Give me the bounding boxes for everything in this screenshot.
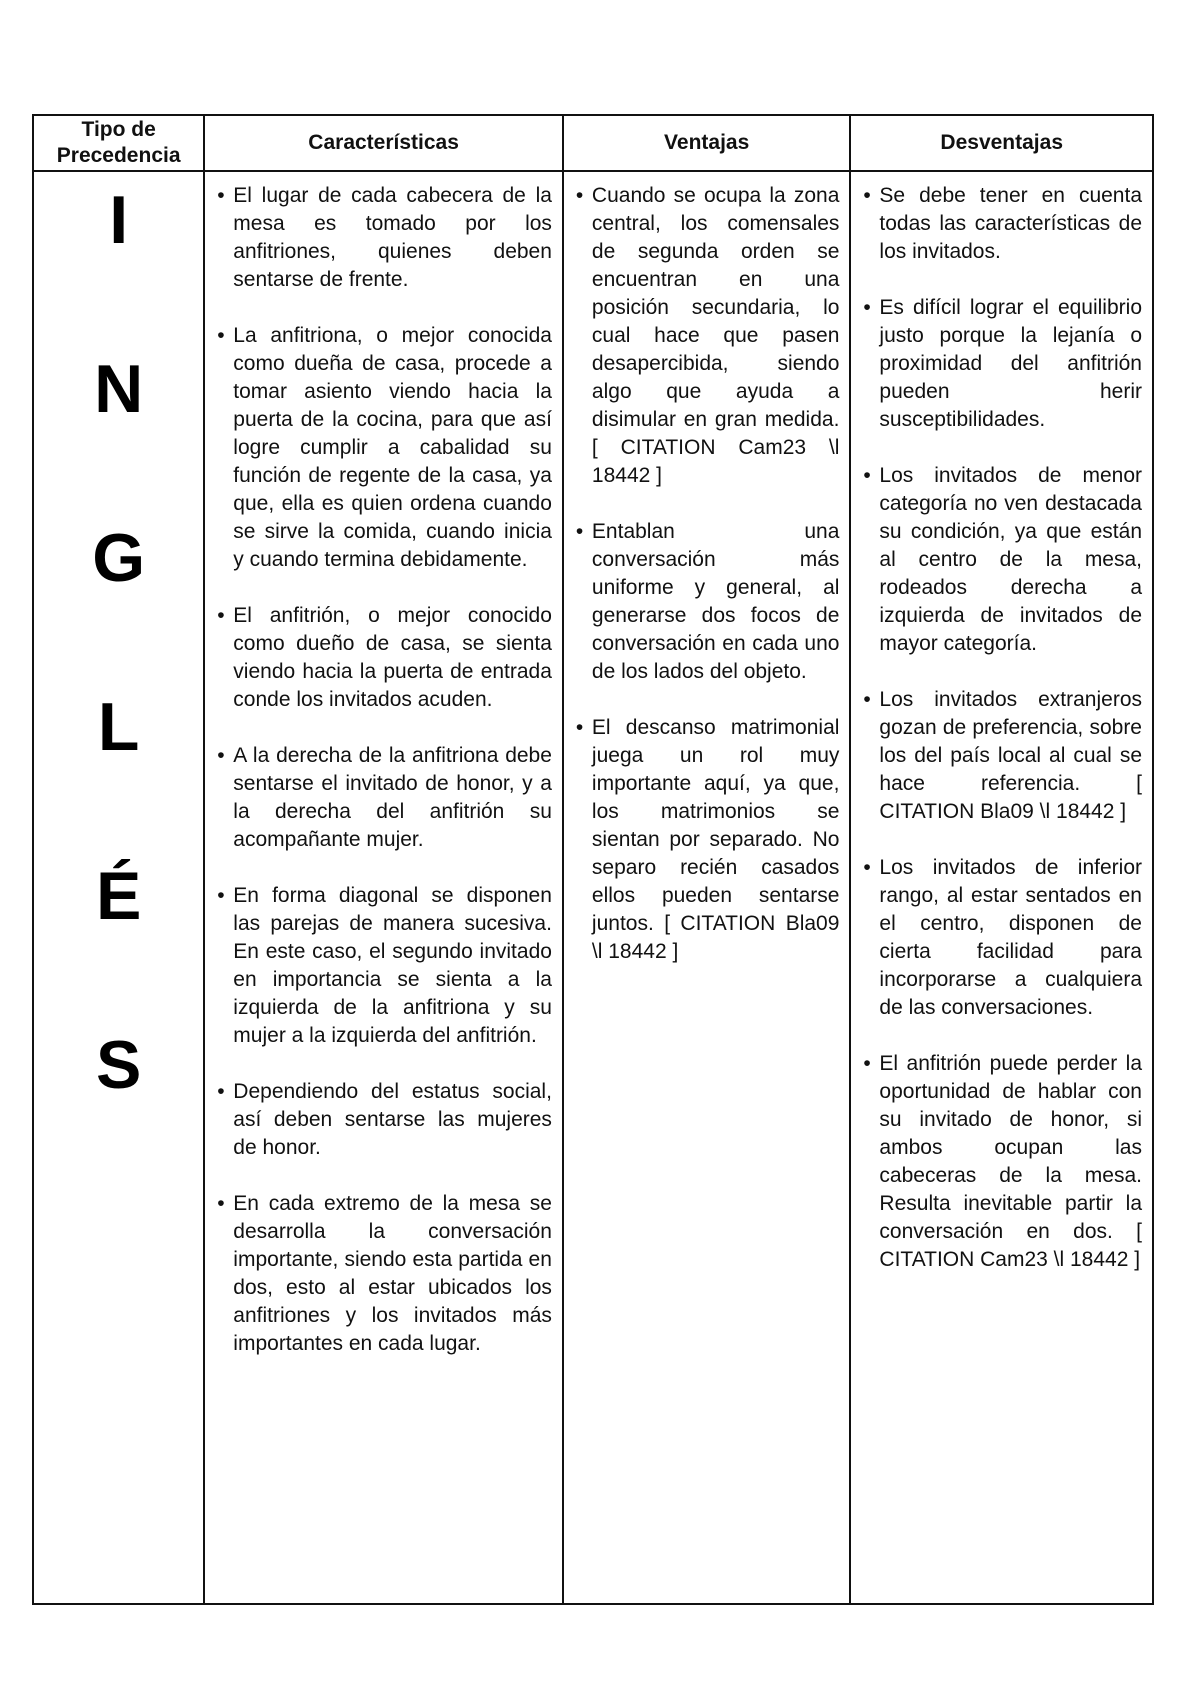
header-caracteristicas: Características bbox=[204, 115, 563, 171]
type-letter: S bbox=[95, 1027, 142, 1103]
header-row bbox=[33, 115, 1153, 171]
desventaja-item: • Los invitados de menor categoría no ven destacada su condición, ya que están al centro de la mesa, rodeados derecha a izquierda de invitados de mayor categoría. bbox=[861, 462, 1142, 658]
type-letter: G bbox=[92, 520, 146, 596]
ventaja-item: • Entablan una conversación más uniforme y general, al generarse dos focos de conversación en cada uno de los lados del objeto. bbox=[574, 518, 840, 686]
ventajas-cell bbox=[563, 171, 851, 1604]
desventaja-item: • Los invitados extranjeros gozan de preferencia, sobre los del país local al cual se hace referencia. [ CITATION Bla09 \l 18442 ] bbox=[861, 686, 1142, 826]
header-tipo-de-precedencia: Tipo de Precedencia bbox=[33, 115, 204, 171]
type-letter: N bbox=[94, 351, 144, 427]
type-letters bbox=[34, 172, 203, 1200]
caracteristica-item: • En forma diagonal se disponen las parejas de manera sucesiva. En este caso, el segundo invitado en importancia se sienta a la izquierda de la anfitriona y su mujer a la izquierda del anfitrión. bbox=[215, 882, 552, 1050]
caracteristica-item: • A la derecha de la anfitriona debe sentarse el invitado de honor, y a la derecha del anfitrión su acompañante mujer. bbox=[215, 742, 552, 854]
type-cell bbox=[33, 171, 204, 1604]
precedence-table bbox=[32, 114, 1154, 1605]
caracteristica-item: • La anfitriona, o mejor conocida como dueña de casa, procede a tomar asiento viendo hacia la puerta de la cocina, para que así logre cumplir a cabalidad su función de regente de la casa, ya que, ella es quien ordena cuando se sirve la comida, cuando inicia y cuando termina debidamente. bbox=[215, 322, 552, 574]
header-desventajas: Desventajas bbox=[850, 115, 1153, 171]
caracteristica-item: • El anfitrión, o mejor conocido como dueño de casa, se sienta viendo hacia la puerta de entrada conde los invitados acuden. bbox=[215, 602, 552, 714]
ventaja-item: • Cuando se ocupa la zona central, los comensales de segunda orden se encuentran en una posición secundaria, lo cual hace que pasen desapercibida, siendo algo que ayuda a disimular en gran medida. [ CITATION Cam23 \l 18442 ] bbox=[574, 182, 840, 490]
caracteristica-item: • El lugar de cada cabecera de la mesa es tomado por los anfitriones, quienes deben sentarse de frente. bbox=[215, 182, 552, 294]
ventaja-item: • El descanso matrimonial juega un rol muy importante aquí, ya que, los matrimonios se sientan por separado. No separo recién casados ellos pueden sentarse juntos. [ CITATION Bla09 \l 18442 ] bbox=[574, 714, 840, 966]
type-letter: É bbox=[95, 858, 142, 934]
desventaja-item: • Es difícil lograr el equilibrio justo porque la lejanía o proximidad del anfitrión pueden herir susceptibilidades. bbox=[861, 294, 1142, 434]
caracteristicas-cell bbox=[204, 171, 563, 1604]
body-row bbox=[33, 171, 1153, 1604]
desventajas-list bbox=[851, 172, 1152, 1274]
header-ventajas: Ventajas bbox=[563, 115, 851, 171]
caracteristicas-list bbox=[205, 172, 562, 1358]
desventaja-item: • El anfitrión puede perder la oportunidad de hablar con su invitado de honor, si ambos ocupan las cabeceras de la mesa. Resulta inevitable partir la conversación en dos. [ CITATION Cam23 \l 18442 ] bbox=[861, 1050, 1142, 1274]
desventajas-cell bbox=[850, 171, 1153, 1604]
type-letter: L bbox=[97, 689, 140, 765]
caracteristica-item: • Dependiendo del estatus social, así deben sentarse las mujeres de honor. bbox=[215, 1078, 552, 1162]
desventaja-item: • Los invitados de inferior rango, al estar sentados en el centro, disponen de cierta facilidad para incorporarse a cualquiera de las conversaciones. bbox=[861, 854, 1142, 1022]
ventajas-list bbox=[564, 172, 850, 966]
type-letter: I bbox=[109, 182, 129, 258]
desventaja-item: • Se debe tener en cuenta todas las características de los invitados. bbox=[861, 182, 1142, 266]
caracteristica-item: • En cada extremo de la mesa se desarrolla la conversación importante, siendo esta partida en dos, esto al estar ubicados los anfitriones y los invitados más importantes en cada lugar. bbox=[215, 1190, 552, 1358]
